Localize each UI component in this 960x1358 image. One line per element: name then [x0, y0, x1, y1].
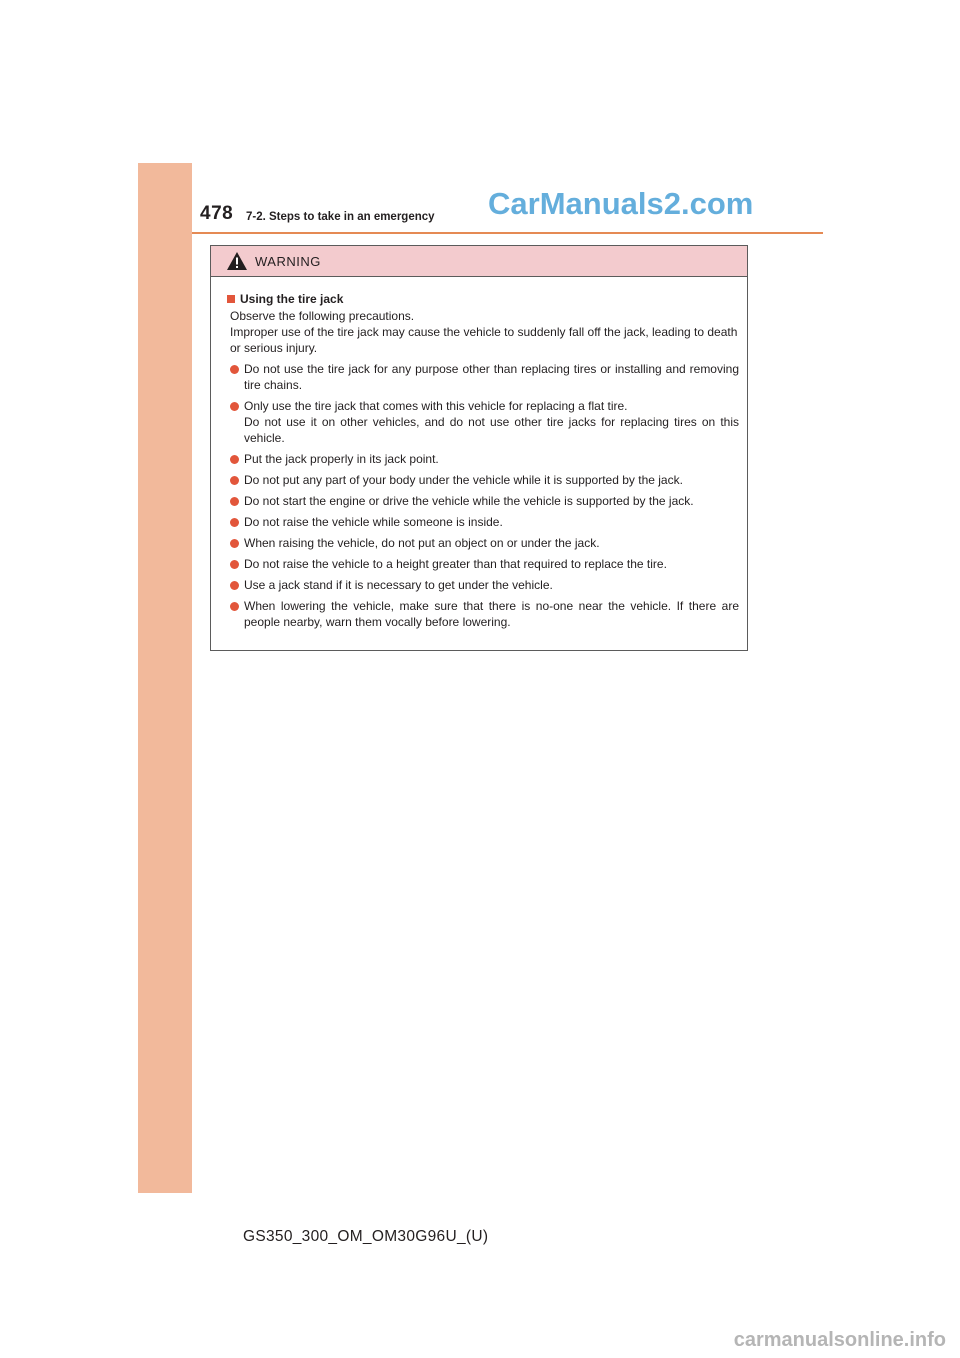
- precaution-item: [230, 493, 739, 509]
- bullet-dot-icon: [230, 518, 239, 527]
- precaution-item: [230, 514, 739, 530]
- document-code: GS350_300_OM_OM30G96U_(U): [243, 1228, 489, 1245]
- precaution-item: [230, 398, 739, 446]
- precaution-text: When raising the vehicle, do not put an object on or under the jack.: [244, 536, 600, 550]
- precaution-text: When lowering the vehicle, make sure that there is no-one near the vehicle. If there are people nearby, warn them vocally before lowering.: [244, 599, 739, 629]
- bullet-dot-icon: [230, 602, 239, 611]
- bullet-dot-icon: [230, 581, 239, 590]
- watermark-top: CarManuals2.com: [488, 186, 754, 221]
- bullet-dot-icon: [230, 560, 239, 569]
- bullet-dot-icon: [230, 476, 239, 485]
- precaution-text: Only use the tire jack that comes with this vehicle for replacing a flat tire. Do not use it on other vehicles, and do not use other tire jacks for replacing tires on this vehicle.: [244, 399, 739, 445]
- bullet-dot-icon: [230, 497, 239, 506]
- precaution-item: [230, 451, 739, 467]
- precaution-text: Use a jack stand if it is necessary to get under the vehicle.: [244, 578, 553, 592]
- bullet-dot-icon: [230, 455, 239, 464]
- precaution-list: [227, 361, 739, 630]
- warning-subheading: [227, 291, 739, 307]
- section-title: 7-2. Steps to take in an emergency: [246, 211, 435, 223]
- intro-line: Observe the following precautions.: [230, 309, 415, 323]
- precaution-text: Do not use the tire jack for any purpose other than replacing tires or installing and removing tire chains.: [244, 362, 739, 392]
- precaution-text: Put the jack properly in its jack point.: [244, 452, 439, 466]
- warning-subheading-text: Using the tire jack: [240, 292, 344, 306]
- chapter-side-band: [138, 163, 192, 1193]
- bullet-dot-icon: [230, 365, 239, 374]
- precaution-text: Do not put any part of your body under the vehicle while it is supported by the jack.: [244, 473, 683, 487]
- precaution-item: [230, 598, 739, 630]
- precaution-item: [230, 472, 739, 488]
- intro-line: Improper use of the tire jack may cause the vehicle to suddenly fall off the jack, leading to death or serious injury.: [230, 325, 738, 355]
- precaution-item: [230, 577, 739, 593]
- precaution-item: [230, 361, 739, 393]
- square-bullet-icon: [227, 295, 235, 303]
- precaution-item: [230, 556, 739, 572]
- watermark-bottom: carmanualsonline.info: [733, 1329, 946, 1351]
- bullet-dot-icon: [230, 402, 239, 411]
- header-rule: [192, 232, 823, 234]
- bullet-dot-icon: [230, 539, 239, 548]
- precaution-text: Do not start the engine or drive the vehicle while the vehicle is supported by the jack.: [244, 494, 694, 508]
- precaution-item: [230, 535, 739, 551]
- warning-label: WARNING: [255, 254, 321, 269]
- precaution-text: Do not raise the vehicle while someone is inside.: [244, 515, 503, 529]
- warning-box: [210, 245, 748, 651]
- warning-intro: [227, 308, 739, 356]
- warning-triangle-icon: [226, 251, 248, 271]
- precaution-text: Do not raise the vehicle to a height greater than that required to replace the tire.: [244, 557, 667, 571]
- page-number: 478: [200, 203, 234, 224]
- warning-body: [211, 277, 747, 630]
- warning-header: [211, 246, 747, 277]
